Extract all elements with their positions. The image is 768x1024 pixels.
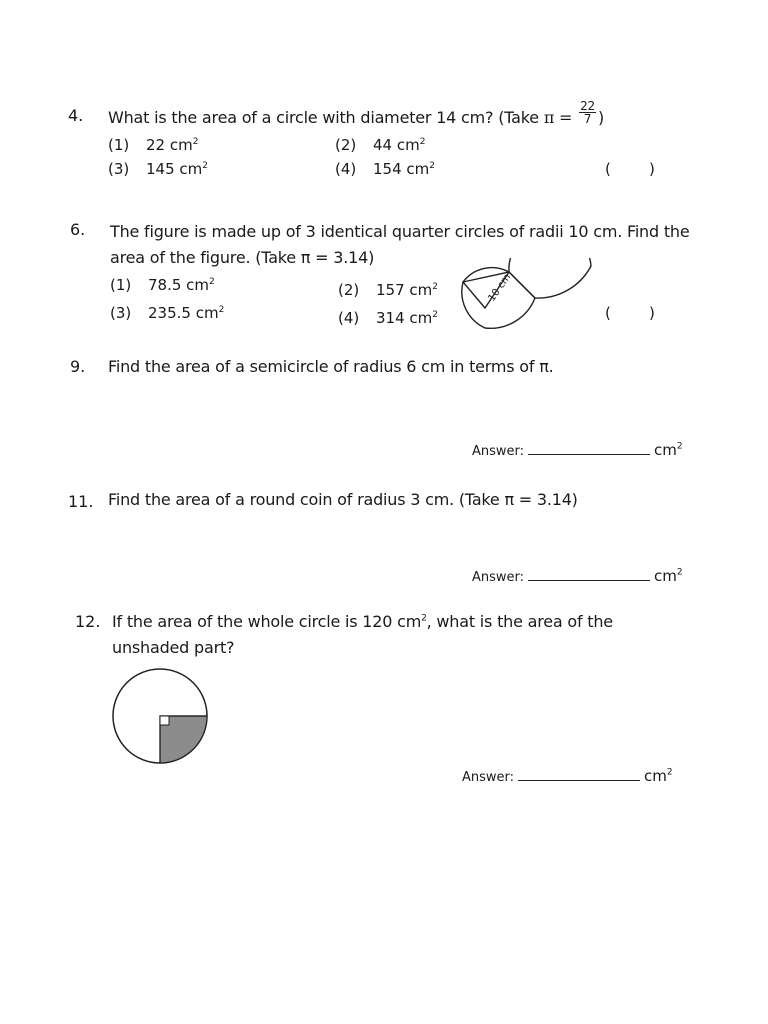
q6-option-2[interactable] [338,281,438,299]
answer-label: Answer: [472,570,525,585]
option-superscript: 2 [192,137,199,147]
option-number: (3) [110,304,132,322]
option-value: 235.5 cm [148,304,219,322]
option-superscript: 2 [209,277,215,287]
q6-option-3[interactable] [110,304,224,322]
q6-option-4[interactable] [338,309,438,327]
q4-option-3[interactable] [108,160,208,178]
q12-line1-superscript: 2 [421,613,427,624]
q11-question-text: Find the area of a round coin of radius 3 cm. (Take π = 3.14) [108,490,578,509]
answer-label: Answer: [472,444,525,459]
answer-unit: cm [654,567,677,585]
q4-pi-equals: π = [543,108,573,127]
q9-number: 9. [70,357,86,376]
option-superscript: 2 [202,161,208,171]
q11-number: 11. [68,492,94,511]
option-number: (1) [110,276,132,294]
q12-line1 [112,612,613,631]
q4-fraction-numerator: 22 [580,99,595,113]
q9-answer-field[interactable] [528,453,650,455]
q4-answer-bracket[interactable]: ( ) [605,160,655,178]
q4-option-2[interactable] [335,136,425,154]
q11-answer-row [472,566,683,585]
q4-option-4[interactable] [335,160,435,178]
option-superscript: 2 [218,305,225,315]
answer-unit-superscript: 2 [676,567,683,578]
q6-line1: The figure is made up of 3 identical quarter circles of radii 10 cm. Find the [110,222,690,241]
option-number: (2) [335,136,357,154]
q4-number: 4. [68,106,84,125]
q6-option-1[interactable] [110,276,215,294]
q4-close-paren: ) [598,108,605,127]
q6-quarter-circles-figure [455,258,595,338]
q6-radius-label: 10 cm [486,271,514,304]
q9-question-text: Find the area of a semicircle of radius 6 cm in terms of π. [108,357,554,376]
option-superscript: 2 [432,310,438,320]
option-value: 154 cm [373,160,430,178]
q6-line2: area of the figure. (Take π = 3.14) [110,248,375,267]
q6-answer-bracket[interactable]: ( ) [605,304,655,322]
answer-unit: cm [654,441,677,459]
q12-line1-rest: , what is the area of the [426,612,613,631]
option-superscript: 2 [419,137,426,147]
option-value: 78.5 cm [148,276,210,294]
q12-answer-row [462,766,673,785]
option-value: 22 cm [146,136,193,154]
q12-circle-figure [108,664,212,768]
option-number: (4) [338,309,360,327]
right-quarter-circle [509,258,591,298]
q12-line1-text: If the area of the whole circle is 120 cm [112,612,422,631]
q4-option-1[interactable] [108,136,198,154]
answer-unit-superscript: 2 [676,441,683,452]
answer-unit-superscript: 2 [666,767,673,778]
option-value: 157 cm [376,281,433,299]
option-superscript: 2 [429,161,435,171]
option-value: 145 cm [146,160,203,178]
option-value: 314 cm [376,309,433,327]
q12-answer-field[interactable] [518,779,640,781]
answer-label: Answer: [462,770,515,785]
option-value: 44 cm [373,136,420,154]
q12-number: 12. [75,612,101,631]
option-number: (3) [108,160,130,178]
q12-line2: unshaded part? [112,638,235,657]
right-angle-marker [160,716,169,725]
q4-text: What is the area of a circle with diameter 14 cm? (Take [108,108,539,127]
q4-fraction [579,100,596,125]
option-number: (1) [108,136,130,154]
answer-unit: cm [644,767,667,785]
option-number: (2) [338,281,360,299]
q6-number: 6. [70,220,86,239]
option-number: (4) [335,160,357,178]
q4-fraction-denominator: 7 [583,112,592,126]
option-superscript: 2 [432,282,438,292]
q4-question-text [108,99,605,131]
q9-answer-row [472,440,683,459]
q11-answer-field[interactable] [528,579,650,581]
